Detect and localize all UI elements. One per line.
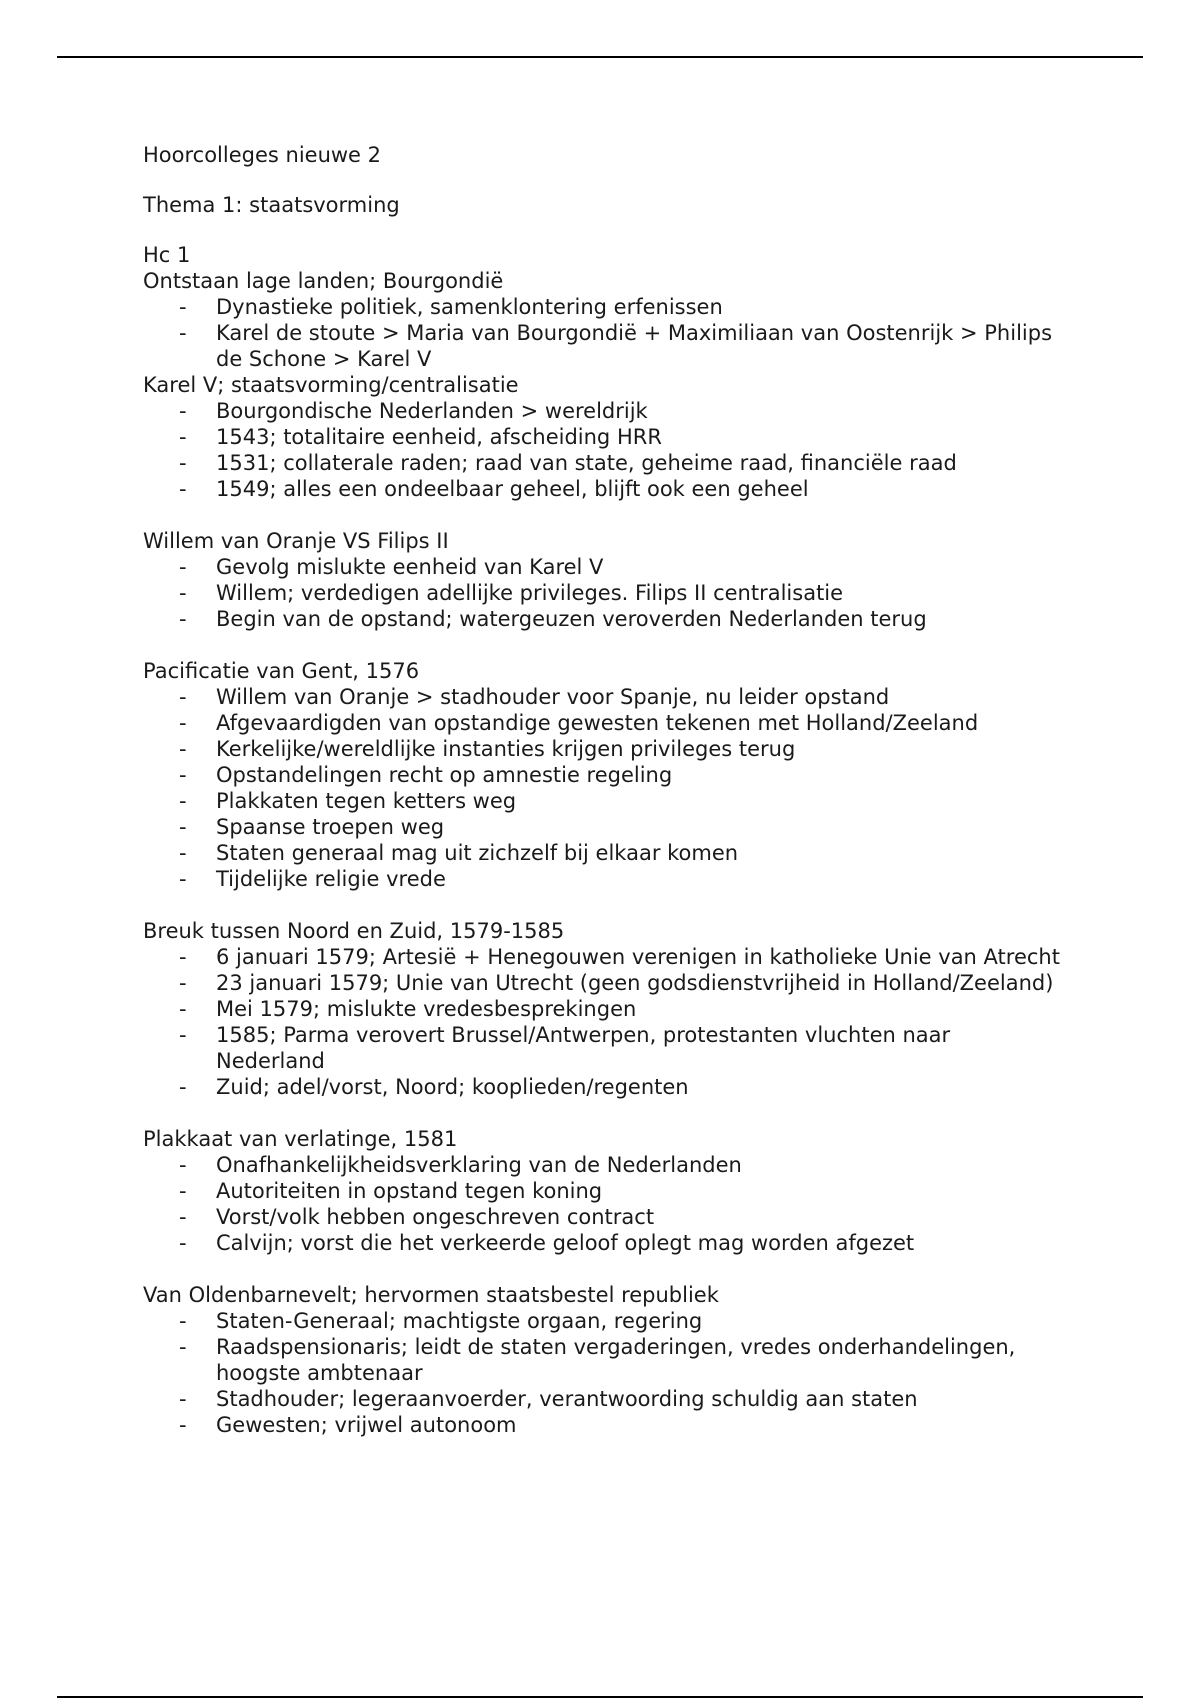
bullet-dash: - bbox=[179, 815, 187, 839]
bullet-list bbox=[143, 1308, 1063, 1438]
bullet-dash: - bbox=[179, 737, 187, 761]
bullet-dash: - bbox=[179, 425, 187, 449]
section-heading: Pacificatie van Gent, 1576 bbox=[143, 659, 420, 683]
list-item-text: Zuid; adel/vorst, Noord; kooplieden/regenten bbox=[216, 1075, 689, 1099]
list-item-text: Gewesten; vrijwel autonoom bbox=[216, 1413, 517, 1437]
bullet-dash: - bbox=[179, 581, 187, 605]
bullet-dash: - bbox=[179, 555, 187, 579]
list-item bbox=[143, 1204, 1063, 1230]
section-heading: Ontstaan lage landen; Bourgondië bbox=[143, 269, 504, 293]
document-title: Hoorcolleges nieuwe 2 bbox=[143, 143, 382, 167]
list-item bbox=[143, 1022, 1063, 1074]
list-item bbox=[143, 814, 1063, 840]
bullet-dash: - bbox=[179, 1153, 187, 1177]
list-item-text: Plakkaten tegen ketters weg bbox=[216, 789, 517, 813]
list-item bbox=[143, 840, 1063, 866]
list-item bbox=[143, 1386, 1063, 1412]
list-item-text: Onafhankelijkheidsverklaring van de Nederlanden bbox=[216, 1153, 742, 1177]
list-item bbox=[143, 710, 1063, 736]
bullet-dash: - bbox=[179, 841, 187, 865]
bullet-list bbox=[143, 398, 1063, 502]
list-item-text: 1549; alles een ondeelbaar geheel, blijft ook een geheel bbox=[216, 477, 809, 501]
section-karel-v bbox=[143, 372, 1063, 502]
list-item-text: Dynastieke politiek, samenklontering erfenissen bbox=[216, 295, 723, 319]
list-item bbox=[143, 1412, 1063, 1438]
list-item-text: Opstandelingen recht op amnestie regeling bbox=[216, 763, 673, 787]
list-item-text: Staten-Generaal; machtigste orgaan, regering bbox=[216, 1309, 703, 1333]
bullet-dash: - bbox=[179, 295, 187, 319]
list-item bbox=[143, 476, 1063, 502]
list-item-text: Kerkelijke/wereldlijke instanties krijgen privileges terug bbox=[216, 737, 796, 761]
list-item bbox=[143, 398, 1063, 424]
list-item-text: Karel de stoute > Maria van Bourgondië + Maximiliaan van Oostenrijk > Philips de Schone > Karel V bbox=[216, 321, 1053, 371]
section-van-oldenbarnevelt bbox=[143, 1282, 1063, 1438]
list-item-text: Raadspensionaris; leidt de staten vergaderingen, vredes onderhandelingen, hoogste ambtenaar bbox=[216, 1335, 1016, 1385]
list-item-text: Tijdelijke religie vrede bbox=[216, 867, 446, 891]
bullet-dash: - bbox=[179, 321, 187, 345]
list-item bbox=[143, 996, 1063, 1022]
bullet-dash: - bbox=[179, 607, 187, 631]
list-item-text: 23 januari 1579; Unie van Utrecht (geen godsdienstvrijheid in Holland/Zeeland) bbox=[216, 971, 1054, 995]
list-item-text: Willem; verdedigen adellijke privileges. Filips II centralisatie bbox=[216, 581, 844, 605]
bullet-dash: - bbox=[179, 997, 187, 1021]
list-item bbox=[143, 866, 1063, 892]
section-breuk-noord-zuid bbox=[143, 918, 1063, 1100]
header-rule bbox=[57, 56, 1143, 58]
section-willem-vs-filips bbox=[143, 528, 1063, 632]
bullet-dash: - bbox=[179, 1413, 187, 1437]
section-heading: Van Oldenbarnevelt; hervormen staatsbestel republiek bbox=[143, 1283, 719, 1307]
list-item-text: Spaanse troepen weg bbox=[216, 815, 445, 839]
list-item bbox=[143, 944, 1063, 970]
list-item bbox=[143, 736, 1063, 762]
list-item bbox=[143, 1334, 1063, 1386]
bullet-dash: - bbox=[179, 399, 187, 423]
list-item-text: 1543; totalitaire eenheid, afscheiding HRR bbox=[216, 425, 662, 449]
theme-heading: Thema 1: staatsvorming bbox=[143, 193, 400, 217]
lecture-label: Hc 1 bbox=[143, 243, 191, 267]
list-item bbox=[143, 1308, 1063, 1334]
list-item-text: Willem van Oranje > stadhouder voor Spanje, nu leider opstand bbox=[216, 685, 890, 709]
bullet-list bbox=[143, 944, 1063, 1100]
bullet-list bbox=[143, 1152, 1063, 1256]
list-item bbox=[143, 788, 1063, 814]
bullet-dash: - bbox=[179, 945, 187, 969]
list-item-text: Calvijn; vorst die het verkeerde geloof oplegt mag worden afgezet bbox=[216, 1231, 915, 1255]
list-item bbox=[143, 1230, 1063, 1256]
bullet-dash: - bbox=[179, 971, 187, 995]
list-item-text: Begin van de opstand; watergeuzen veroverden Nederlanden terug bbox=[216, 607, 927, 631]
list-item bbox=[143, 1178, 1063, 1204]
bullet-dash: - bbox=[179, 763, 187, 787]
bullet-dash: - bbox=[179, 1179, 187, 1203]
list-item bbox=[143, 554, 1063, 580]
list-item-text: Staten generaal mag uit zichzelf bij elkaar komen bbox=[216, 841, 739, 865]
bullet-dash: - bbox=[179, 451, 187, 475]
list-item-text: Stadhouder; legeraanvoerder, verantwoording schuldig aan staten bbox=[216, 1387, 918, 1411]
section-ontstaan-lage-landen bbox=[143, 268, 1063, 372]
list-item bbox=[143, 580, 1063, 606]
bullet-dash: - bbox=[179, 1335, 187, 1359]
section-pacificatie-van-gent bbox=[143, 658, 1063, 892]
list-item bbox=[143, 1152, 1063, 1178]
list-item bbox=[143, 762, 1063, 788]
bullet-list bbox=[143, 684, 1063, 892]
bullet-dash: - bbox=[179, 1231, 187, 1255]
list-item-text: Afgevaardigden van opstandige gewesten tekenen met Holland/Zeeland bbox=[216, 711, 979, 735]
bullet-dash: - bbox=[179, 685, 187, 709]
list-item-text: Bourgondische Nederlanden > wereldrijk bbox=[216, 399, 648, 423]
document-body bbox=[143, 142, 1063, 1464]
bullet-dash: - bbox=[179, 1309, 187, 1333]
footer-rule bbox=[57, 1696, 1143, 1698]
bullet-dash: - bbox=[179, 1387, 187, 1411]
list-item bbox=[143, 1074, 1063, 1100]
section-plakkaat-van-verlatinge bbox=[143, 1126, 1063, 1256]
bullet-dash: - bbox=[179, 477, 187, 501]
list-item-text: 6 januari 1579; Artesië + Henegouwen verenigen in katholieke Unie van Atrecht bbox=[216, 945, 1060, 969]
list-item-text: Mei 1579; mislukte vredesbesprekingen bbox=[216, 997, 637, 1021]
section-heading: Karel V; staatsvorming/centralisatie bbox=[143, 373, 519, 397]
list-item bbox=[143, 294, 1063, 320]
bullet-dash: - bbox=[179, 1023, 187, 1047]
bullet-dash: - bbox=[179, 711, 187, 735]
list-item-text: Gevolg mislukte eenheid van Karel V bbox=[216, 555, 604, 579]
list-item bbox=[143, 970, 1063, 996]
bullet-dash: - bbox=[179, 867, 187, 891]
section-heading: Plakkaat van verlatinge, 1581 bbox=[143, 1127, 458, 1151]
list-item bbox=[143, 320, 1063, 372]
list-item-text: Autoriteiten in opstand tegen koning bbox=[216, 1179, 603, 1203]
list-item bbox=[143, 684, 1063, 710]
bullet-list bbox=[143, 554, 1063, 632]
list-item-text: 1531; collaterale raden; raad van state, geheime raad, financiële raad bbox=[216, 451, 957, 475]
list-item bbox=[143, 450, 1063, 476]
list-item-text: 1585; Parma verovert Brussel/Antwerpen, protestanten vluchten naar Nederland bbox=[216, 1023, 951, 1073]
section-heading: Breuk tussen Noord en Zuid, 1579-1585 bbox=[143, 919, 565, 943]
bullet-dash: - bbox=[179, 1205, 187, 1229]
bullet-dash: - bbox=[179, 789, 187, 813]
section-heading: Willem van Oranje VS Filips II bbox=[143, 529, 449, 553]
list-item bbox=[143, 424, 1063, 450]
bullet-list bbox=[143, 294, 1063, 372]
list-item bbox=[143, 606, 1063, 632]
bullet-dash: - bbox=[179, 1075, 187, 1099]
list-item-text: Vorst/volk hebben ongeschreven contract bbox=[216, 1205, 655, 1229]
